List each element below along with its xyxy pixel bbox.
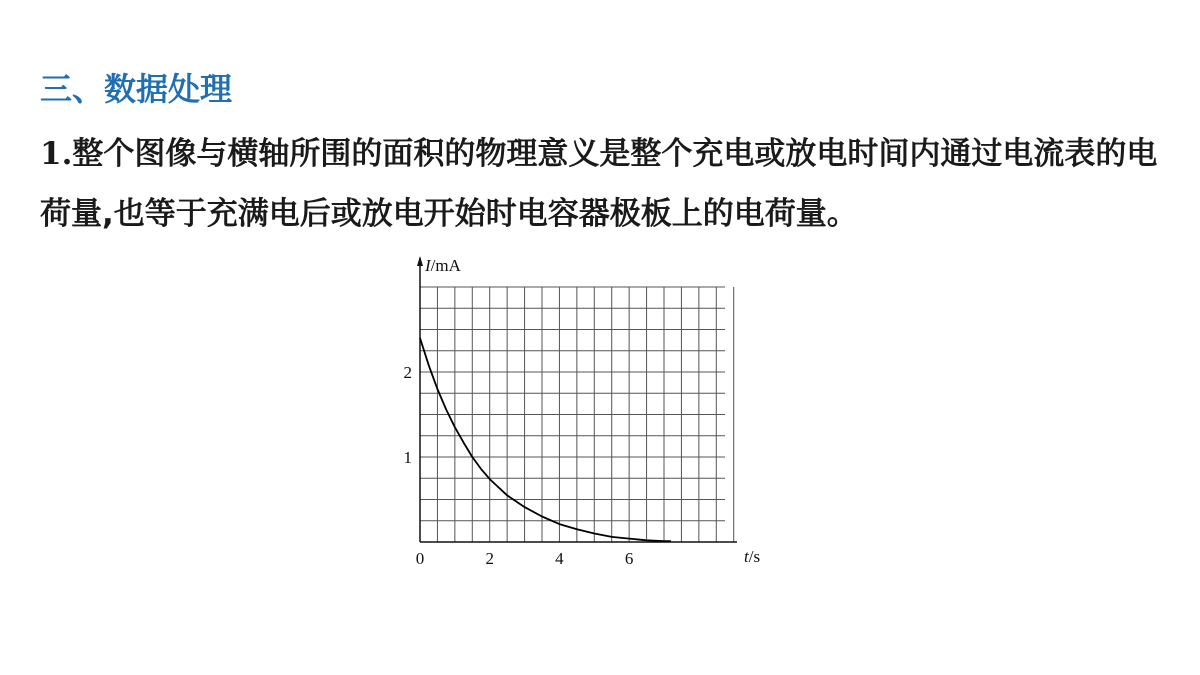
chart-svg: [385, 250, 785, 575]
y-axis-label-var: I: [425, 256, 431, 275]
chart-grid: [420, 287, 734, 542]
x-tick-label: 2: [485, 549, 494, 568]
y-tick-label: 2: [403, 363, 412, 382]
y-axis-label-unit: /mA: [430, 256, 461, 275]
x-tick-label: 6: [624, 549, 634, 568]
x-tick-label: 0: [415, 549, 425, 568]
x-axis-label-var: t: [744, 547, 749, 566]
point-text: 整个图像与横轴所围的面积的物理意义是整个充电或放电时间内通过电流表的电荷量,也等于充满电后或放电开始时电容器极板上的电荷量。: [40, 136, 1158, 232]
x-axis-label: [744, 547, 760, 566]
y-tick-label: 1: [403, 448, 412, 467]
point-paragraph: [40, 124, 1165, 244]
y-axis-arrow: [417, 256, 423, 266]
section-title: 三、数据处理: [40, 70, 233, 108]
chart-curve-layer: [420, 338, 671, 541]
y-axis-label: [424, 256, 462, 275]
series-line: [420, 338, 671, 541]
point-number: 1.: [40, 136, 73, 172]
x-axis-label-unit: /s: [748, 547, 761, 566]
x-tick-label: 4: [555, 549, 564, 568]
current-time-chart: [385, 250, 785, 575]
